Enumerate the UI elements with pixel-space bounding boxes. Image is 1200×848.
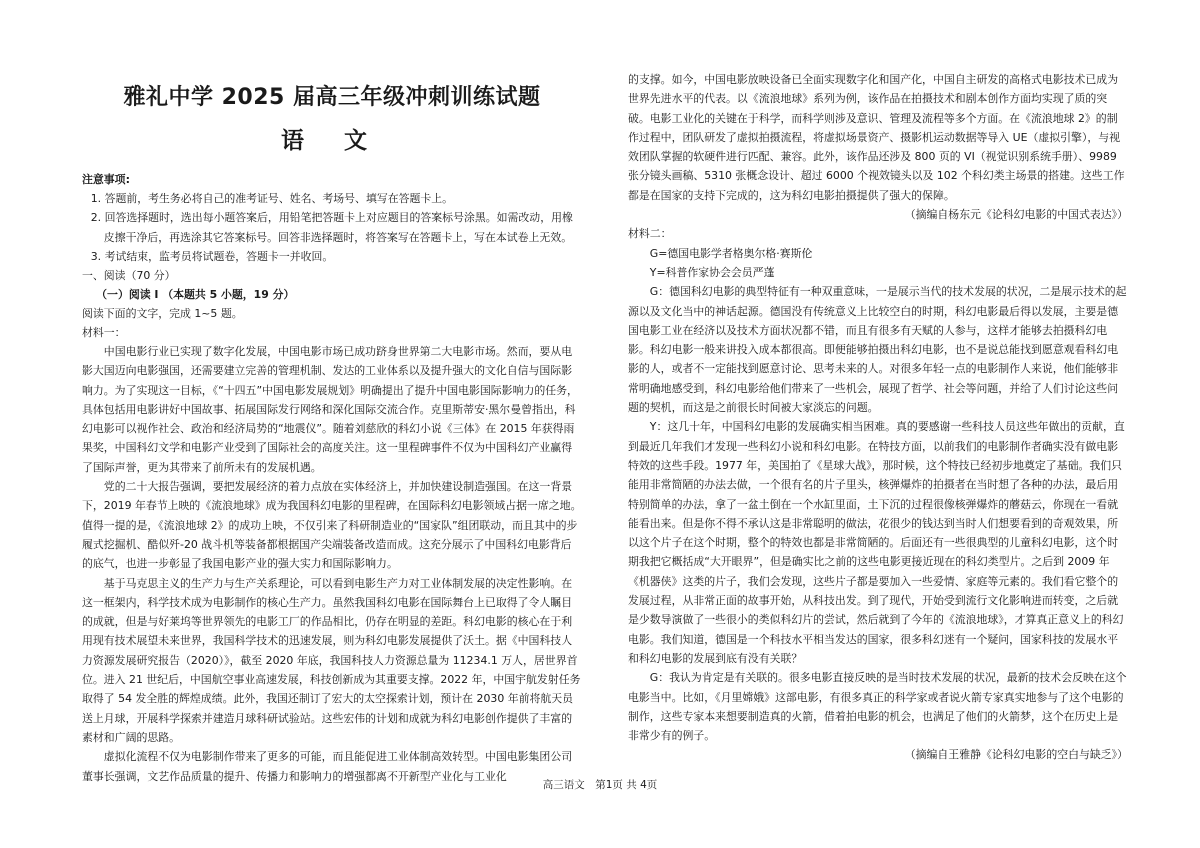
- section-heading: 一、阅读（70 分）: [82, 269, 176, 282]
- subject-title: 语 文: [280, 128, 383, 154]
- speaker-key: G=德国电影学者格奥尔格·赛斯伦: [649, 246, 813, 260]
- note-item: 1. 答题前，考生务必将自己的准考证号、姓名、考场号、填写在答题卡上。: [90, 192, 454, 205]
- paragraph: Y：这几十年，中国科幻电影的发展确实相当困难。真的要感谢一些科技人员这些年做出的贡献，直到最近几年我们才发现一些科幻小说和科幻电影。在特技方面，以前我们的电影制作者确实没有做电影特效的这些手段。1977 年，美国拍了《星球大战》，那时候，这个特技已经初步地奠定了基础。我们只能用非常简陋的办法去做，一个很有名的片子里头，核弹爆炸的拍摄者在当时想了各种的办法，最后用特别简单的办法，拿了一盆土倒在一个水缸里面，土下沉的过程很像核弹爆炸的蘑菇云，你现在一看就能看出来。但是你不得不承认这是非常聪明的做法，花很少的钱达到当时人们想要看到的奇观效果，所以这个片子在这个时期，整个的特效也都是非常简陋的。后面还有一些很典型的儿童科幻电影，这个时期我把它概括成“大开眼界”，但是确实比之前的这些电影更接近现在的科幻类型片。之后到 2009 年《机器侠》这类的片子，我们会发现，这些片子都是要加入一些爱情、家庭等元素的。我们看它整个的发展过程，从非常正面的故事开始，从科技出发。到了现代，开始受到流行文化影响进而转变，之后就是少数导演做了一些很小的类似科幻片的尝试，然后就到了今年的《流浪地球》，才算真正意义上的科幻电影。我们知道，德国是一个科技水平相当发达的国家，很多科幻迷有一个疑问，国家科技的发展水平和科幻电影的发展到底有没有关联？: [628, 420, 1125, 665]
- paragraph: 的支撑。如今，中国电影放映设备已全面实现数字化和国产化，中国自主研发的高格式电影技术已成为世界先进水平的代表。以《流浪地球》系列为例，该作品在拍摄技术和剧本创作方面均实现了质的突破。电影工业化的关键在于科学，而科学则涉及意识、管理及流程等多个方面。在《流浪地球 2》的制作过程中，团队研发了虚拟拍摄流程，将虚拟场景资产、摄影机运动数据等导入 UE（虚拟引擎），与视效团队掌握的软硬件进行匹配、兼容。此外，该作品还涉及 800 页的 VI（视觉识别系统手册）、9989 张分镜头画稿、5310 张概念设计、超过 6000 个视效镜头以及 102 个科幻类主场景的搭建。这些工作都是在国家的支持下完成的，这为科幻电影拍摄提供了强大的保障。: [628, 73, 1125, 202]
- exam-title: 雅礼中学 2025 届高三年级冲刺训练试题: [123, 85, 541, 110]
- speaker-key: Y=科普作家协会会员严蓬: [649, 265, 775, 279]
- paragraph: 中国电影行业已实现了数字化发展，中国电影市场已成功跻身世界第二大电影市场。然而，要从电影大国迈向电影强国，还需要建立完善的管理机制、发达的工业体系以及提升强大的文化自信与国际影响力。为了实现这一目标，《“十四五”中国电影发展规划》明确提出了提升中国电影国际影响力的任务，具体包括用电影讲好中国故事、拓展国际发行网络和深化国际交流合作。克里斯蒂安·黑尔曼曾指出，科幻电影可以视作社会、政治和经济局势的“地震仪”。随着刘慈欣的科幻小说《三体》在 2015 年获得雨果奖，中国科幻文学和电影产业受到了国际社会的高度关注。这一里程碑事件不仅为中国科幻产业赢得了国际声誉，更为其带来了前所未有的发展机遇。: [82, 345, 578, 474]
- paragraph: 基于马克思主义的生产力与生产关系理论，可以看到电影生产力对工业体制发展的决定性影响。在这一框架内，科学技术成为电影制作的核心生产力。虽然我国科幻电影在国际舞台上已取得了令人瞩目的成就，但是与好莱坞等世界领先的电影工厂的作品相比，仍存在明显的差距。科幻电影的核心在于利用现有技术展望未来世界，我国科学技术的迅速发展，则为科幻电影发展提供了沃土。据《中国科技人力资源发展研究报告（2020）》，截至 2020 年底，我国科技人力资源总量为 11234.1 万人，居世界首位。进入 21 世纪后，中国航空事业高速发展，科技创新成为其重要支撑。2022 年，中国宇航发射任务取得了 54 发全胜的辉煌成绩。此外，我国还制订了宏大的太空探索计划，预计在 2030 年前将航天员送上月球，开展科学探索并建造月球科研试验站。这些宏伟的计划和成就为科幻电影创作提供了丰富的素材和广阔的思路。: [82, 576, 581, 744]
- note-item: 3. 考试结束，监考员将试题卷，答题卡一并收回。: [90, 249, 334, 263]
- sub-section-heading: （一）阅读 I （本题共 5 小题，19 分）: [96, 288, 295, 301]
- material2-label: 材料二：: [628, 227, 672, 241]
- notes-list: [82, 189, 582, 266]
- notes-heading: 注意事项:: [82, 173, 130, 186]
- material1-continued: [628, 70, 1128, 765]
- paragraph: 虚拟化流程不仅为电影制作带来了更多的可能，而且能促进工业体制高效转型。中国电影集团公司董事长强调，文艺作品质量的提升、传播力和影响力的增强都离不开新型产业化与工业化: [82, 750, 573, 783]
- material1-label: 材料一：: [82, 326, 126, 339]
- source-citation: （摘编自杨东元《论科幻电影的中国式表达》）: [904, 208, 1128, 222]
- instruction-text: 阅读下面的文字，完成 1~5 题。: [82, 307, 243, 320]
- paragraph: G：德国科幻电影的典型特征有一种双重意味，一是展示当代的技术发展的状况，二是展示技术的起源以及文化当中的神话起源。德国没有传统意义上比较空白的时期，科幻电影最后得以发展，主要是德国电影工业在经济以及技术方面状况都不错，而且有很多有天赋的人参与，这样才能够去拍摄科幻电影。科幻电影一般来讲投入成本都很高。即便能够拍摄出科幻电影，也不是说总能找到愿意观看科幻电影的人，或者不一定能找到愿意讨论、思考未来的人。对很多年轻一点的电影制作人来说，他们能够非常明确地感受到，科幻电影给他们带来了一些机会，展现了哲学、社会等问题，并给了人们讨论这些问题的契机，而这是之前很长时间被大家淡忘的问题。: [628, 285, 1127, 415]
- page-footer: 高三语文 第1页 共 4页: [542, 779, 658, 791]
- material1-body: [82, 342, 582, 786]
- source-citation: （摘编自王雅静《论科幻电影的空白与缺乏》）: [904, 748, 1128, 762]
- note-item: 2. 回答选择题时，选出每小题答案后，用铅笔把答题卡上对应题目的答案标号涂黑。如需改动，用橡皮擦干净后，再选涂其它答案标号。回答非选择题时，将答案写在答题卡上，写在本试卷上无效。: [90, 211, 573, 244]
- paragraph: G：我认为肯定是有关联的。很多电影直接反映的是当时技术发展的状况，最新的技术会反映在这个电影当中。比如，《月里嫦娥》这部电影，有很多真正的科学家或者说火箭专家真实地参与了这个电影的制作，这些专家本来想要制造真的火箭，借着拍电影的机会，也满足了他们的火箭梦，这个在历史上是非常少有的例子。: [628, 671, 1127, 743]
- paragraph: 党的二十大报告强调，要把发展经济的着力点放在实体经济上，并加快建设制造强国。在这一背景下，2019 年春节上映的《流浪地球》成为我国科幻电影的里程碑，在国际科幻电影领域占据一席之地。值得一提的是，《流浪地球 2》的成功上映，不仅引来了科研制造业的“国家队”组团联动，而且其中的步履式挖掘机、酷似歼-20 战斗机等装备都根据国产尖端装备改造而成。这充分展示了中国科幻电影背后的底气，也进一步彰显了我国电影产业的强大实力和国际影响力。: [82, 480, 582, 571]
